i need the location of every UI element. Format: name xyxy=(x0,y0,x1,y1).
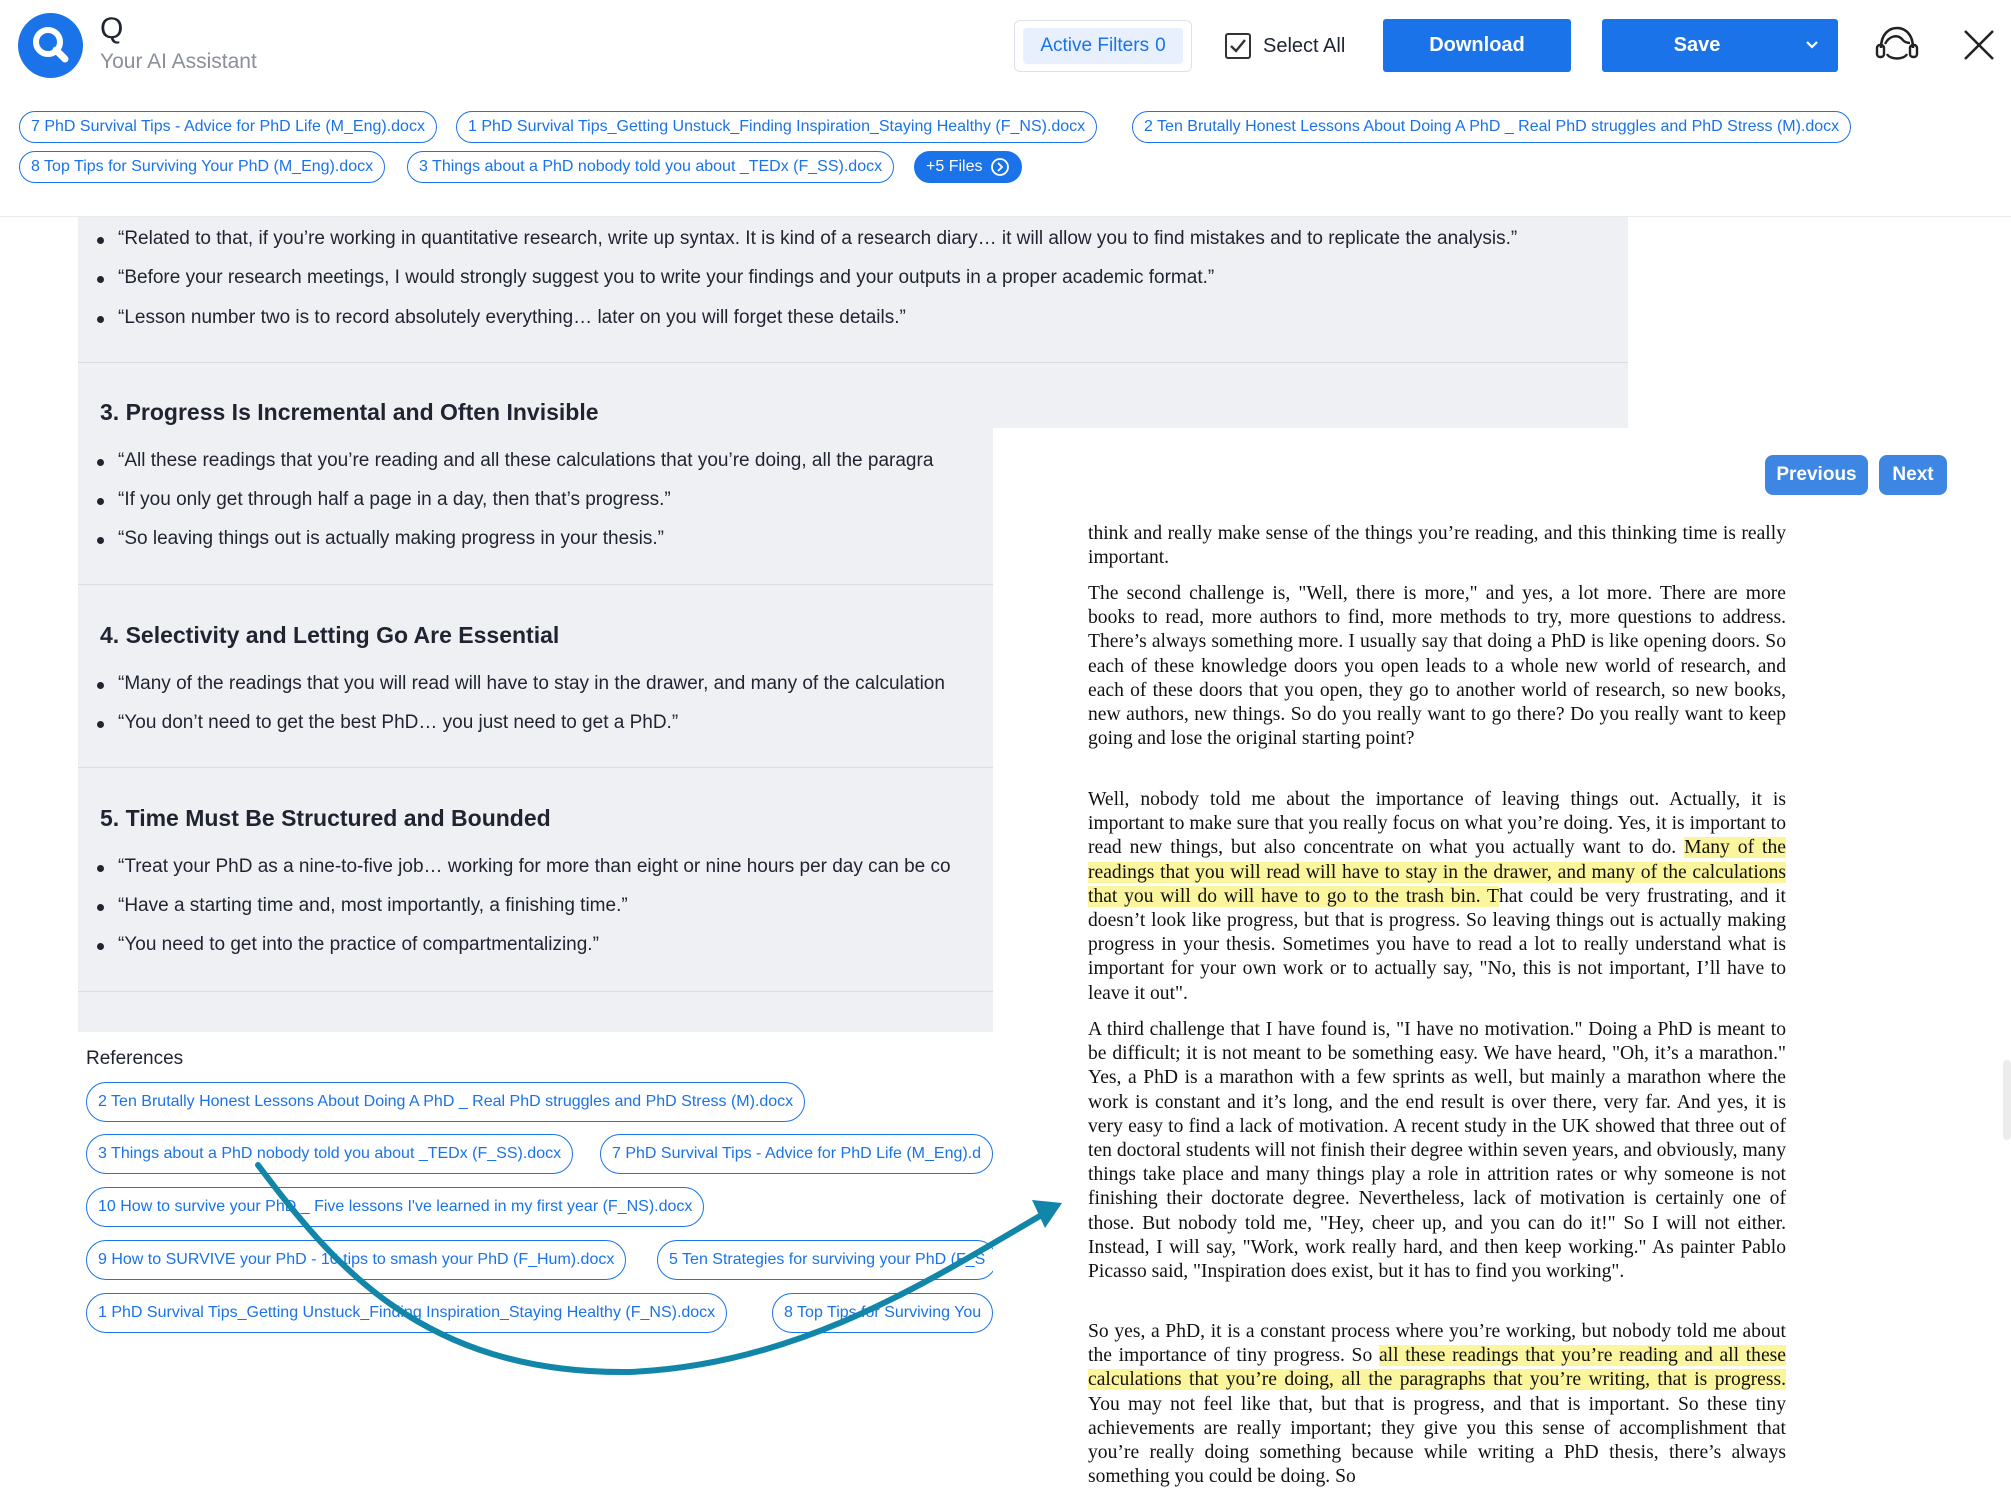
document-paragraph: think and really make sense of the things you’re reading, and this thinking time is really important. xyxy=(1088,523,1786,569)
more-files-label: +5 Files xyxy=(926,158,983,175)
chevron-down-icon[interactable] xyxy=(1804,37,1820,53)
active-filters-count: 0 xyxy=(1155,35,1166,56)
quote-bullet: “Related to that, if you’re working in quantitative research, write up syntax. It is kind of a research diary… it will allow you to find mistakes and to replicate the analysis.” xyxy=(118,228,1518,249)
document-text: So yes, a PhD, it is a constant process where you’re working, but nobody told me about the importance of tiny progress. So xyxy=(1088,1321,1786,1367)
top-bar xyxy=(0,0,2011,217)
checkmark-icon xyxy=(1228,36,1248,56)
scrollbar[interactable] xyxy=(2003,1060,2011,1140)
more-files-button[interactable] xyxy=(914,151,1022,183)
quote-bullet: “Have a starting time and, most importantly, a finishing time.” xyxy=(118,895,628,916)
quote-bullet: “Lesson number two is to record absolutely everything… later on you will forget these details.” xyxy=(118,307,906,328)
active-filters-button[interactable] xyxy=(1023,28,1183,64)
quote-bullet: “Before your research meetings, I would strongly suggest you to write your findings and your outputs in a proper academic format.” xyxy=(118,267,1215,288)
file-chip[interactable]: 7 PhD Survival Tips - Advice for PhD Life (M_Eng).docx xyxy=(19,111,437,143)
quote-bullet: “If you only get through half a page in a day, then that’s progress.” xyxy=(118,489,671,510)
document-paragraph xyxy=(1088,788,1786,1006)
references-title: References xyxy=(86,1048,184,1069)
file-chip[interactable]: 1 PhD Survival Tips_Getting Unstuck_Finding Inspiration_Staying Healthy (F_NS).docx xyxy=(456,111,1097,143)
quote-bullet: “All these readings that you’re reading and all these calculations that you’re doing, all the paragra xyxy=(118,450,934,471)
active-filters-container xyxy=(1014,20,1192,72)
quote-bullet: “Many of the readings that you will read will have to stay in the drawer, and many of the calculation xyxy=(118,673,945,694)
document-paragraph: The second challenge is, "Well, there is more," and yes, a lot more. There are more books to read, more authors to find, more methods to try, more questions to address. There’s always something more. I usually say that doing a PhD is like opening doors. So each of these knowledge doors you open leads to a whole new world of research, and each of these doors that you open, they go to another world of research, so new books, new authors, new things. So do you really want to go there? Do you really want to keep going and lose the original starting point? xyxy=(1088,583,1786,750)
select-all-checkbox[interactable] xyxy=(1225,33,1251,59)
assistant-logo xyxy=(18,13,83,78)
section-heading: 5. Time Must Be Structured and Bounded xyxy=(100,805,551,831)
close-icon[interactable] xyxy=(1962,28,1996,62)
reference-chip[interactable]: 1 PhD Survival Tips_Getting Unstuck_Finding Inspiration_Staying Healthy (F_NS).docx xyxy=(86,1293,727,1333)
select-all-control[interactable] xyxy=(1225,30,1345,62)
reference-chip[interactable]: 9 How to SURVIVE your PhD - 10 tips to smash your PhD (F_Hum).docx xyxy=(86,1240,626,1280)
document-text: hat could be very frustrating, and it doesn’t look like progress, but that is progress. So leaving things out is actually making progress in your thesis. Sometimes you have to read a lot to really understand what is important for your own work or to actually say, "No, this is not important, I’ll have to leave it out". xyxy=(1088,885,1786,1004)
quote-bullet: “You need to get into the practice of compartmentalizing.” xyxy=(118,934,599,955)
highlighted-passage: Many of the readings that you will read will have to stay in the drawer, and many of the calculations that you will do will have to go to the trash bin. T xyxy=(1088,837,1786,907)
app-title: Q xyxy=(100,12,124,45)
reference-chip[interactable]: 2 Ten Brutally Honest Lessons About Doing A PhD _ Real PhD struggles and PhD Stress (M).docx xyxy=(86,1082,805,1122)
select-all-label: Select All xyxy=(1263,34,1346,57)
quote-bullet: “So leaving things out is actually making progress in your thesis.” xyxy=(118,528,664,549)
quote-bullet: “Treat your PhD as a nine-to-five job… working for more than eight or nine hours per day can be co xyxy=(118,856,951,877)
section-divider xyxy=(78,362,1628,363)
document-paragraph xyxy=(1088,1320,1786,1489)
previous-button[interactable]: Previous xyxy=(1765,455,1868,495)
search-icon xyxy=(18,13,83,78)
download-button[interactable]: Download xyxy=(1383,19,1571,72)
document-text: You may not feel like that, but that is progress, and that is important. So these tiny achievements are really important; they give you this sense of accomplishment that you’re really doing something because while writing a PhD thesis, there’s always something you could be doing. So xyxy=(1088,1393,1786,1488)
reference-chip[interactable]: 3 Things about a PhD nobody told you about _TEDx (F_SS).docx xyxy=(86,1134,573,1174)
reference-chip[interactable]: 10 How to survive your PhD _ Five lessons I've learned in my first year (F_NS).docx xyxy=(86,1187,704,1227)
support-agent-icon[interactable] xyxy=(1874,24,1920,64)
quote-bullet: “You don’t need to get the best PhD… you just need to get a PhD.” xyxy=(118,712,679,733)
file-chip[interactable]: 3 Things about a PhD nobody told you about _TEDx (F_SS).docx xyxy=(407,151,894,183)
file-chip[interactable]: 8 Top Tips for Surviving Your PhD (M_Eng).docx xyxy=(19,151,385,183)
active-filters-label: Active Filters xyxy=(1040,35,1150,56)
document-paragraph: A third challenge that I have found is, "I have no motivation." Doing a PhD is meant to be difficult; it is not meant to be something easy. We have heard, "Oh, it’s a marathon." Yes, a PhD is a marathon with a few sprints as well, but mainly a marathon where the work is constant and it’s long, and the end result is over there, very far. And yes, it is very easy to find a lack of motivation. A recent study in the UK showed that three out of ten doctoral students will not finish their degree within seven years, and obviously, many things take place and many things play a role in attrition rates or why someone is not finishing their doctorate degree. Nevertheless, lack of motivation is certainly one of those. But nobody told me, "Hey, cheer up, and you can do it!" So I will not either. Instead, I will say, "Work, work really hard, and then keep working." As painter Pablo Picasso said, "Inspiration does exist, but it has to find you working". xyxy=(1088,1019,1786,1283)
reference-chip[interactable]: 7 PhD Survival Tips - Advice for PhD Life (M_Eng).d xyxy=(600,1134,993,1174)
section-heading: 3. Progress Is Incremental and Often Invisible xyxy=(100,399,599,425)
reference-chip[interactable]: 8 Top Tips for Surviving You xyxy=(772,1293,993,1333)
next-button[interactable]: Next xyxy=(1879,455,1947,495)
reference-chip[interactable]: 5 Ten Strategies for surviving your PhD (F_S xyxy=(657,1240,997,1280)
highlighted-passage: all these readings that you’re reading and all these calculations that you’re doing, all the paragraphs that you’re writing, that is progress. xyxy=(1088,1345,1786,1391)
section-heading: 4. Selectivity and Letting Go Are Essential xyxy=(100,622,560,648)
chevron-right-circle-icon xyxy=(990,157,1010,177)
app-subtitle: Your AI Assistant xyxy=(100,50,257,73)
save-button[interactable] xyxy=(1602,19,1838,72)
document-text: Well, nobody told me about the importance of leaving things out. Actually, it is important to make sure that you really focus on what you’re doing. Yes, it is important to read new things, but also concentrate on what you actually want to do. xyxy=(1088,789,1786,859)
save-label: Save xyxy=(1673,34,1721,56)
file-chip[interactable]: 2 Ten Brutally Honest Lessons About Doing A PhD _ Real PhD struggles and PhD Stress (M).docx xyxy=(1132,111,1851,143)
